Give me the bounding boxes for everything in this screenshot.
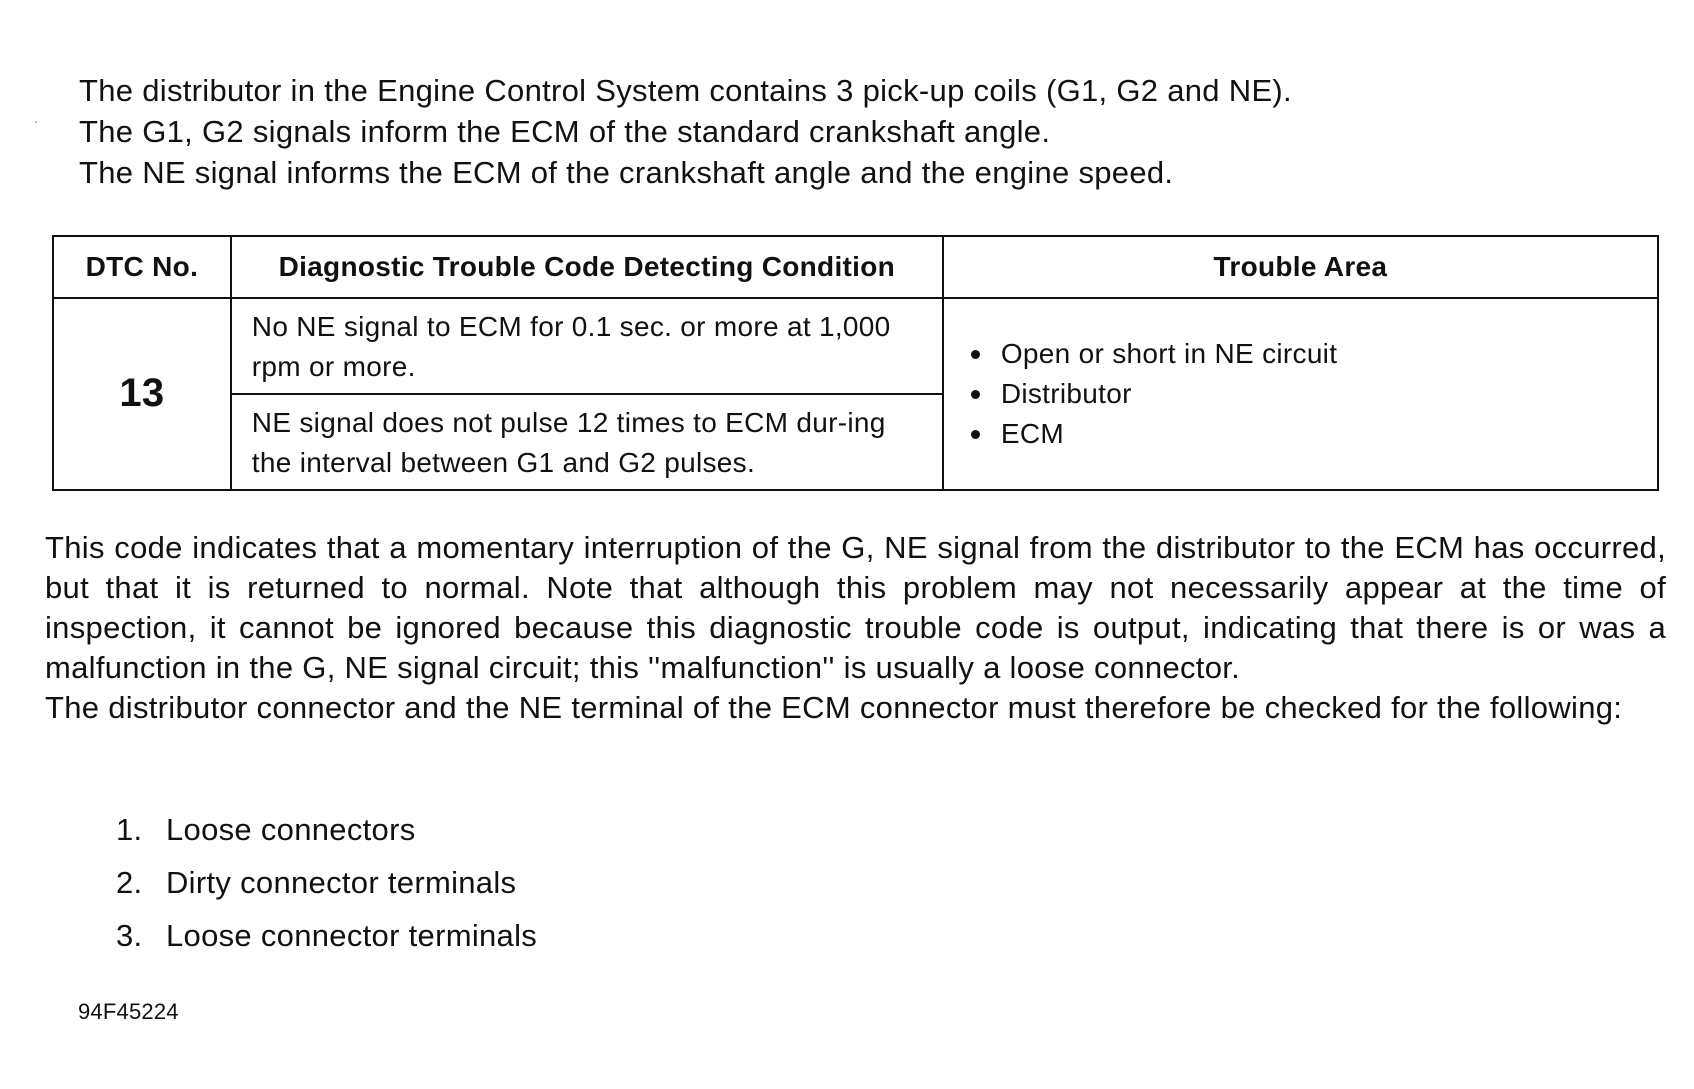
trouble-area-item: Distributor bbox=[964, 374, 1637, 414]
intro-text bbox=[79, 70, 1579, 193]
list-item-text: Loose connectors bbox=[166, 812, 416, 847]
description-paragraph: The distributor connector and the NE terminal of the ECM connector must therefore be checked for the following: bbox=[45, 690, 1623, 725]
list-item-number: 3. bbox=[116, 918, 143, 953]
condition-cell: NE signal does not pulse 12 times to ECM dur-ing the interval between G1 and G2 pulses. bbox=[231, 394, 943, 490]
condition-cell: No NE signal to ECM for 0.1 sec. or more at 1,000 rpm or more. bbox=[231, 298, 943, 394]
trouble-area-list bbox=[964, 334, 1637, 454]
list-item bbox=[116, 863, 537, 916]
table-row bbox=[53, 298, 1658, 394]
intro-line: The distributor in the Engine Control System contains 3 pick-up coils (G1, G2 and NE). bbox=[79, 73, 1292, 108]
description-text bbox=[45, 528, 1666, 728]
dtc-table bbox=[52, 235, 1659, 491]
list-item bbox=[116, 916, 537, 969]
list-item-number: 1. bbox=[116, 812, 143, 847]
header-trouble-area: Trouble Area bbox=[943, 236, 1658, 298]
intro-line: The G1, G2 signals inform the ECM of the standard crankshaft angle. bbox=[79, 114, 1051, 149]
trouble-area-cell bbox=[943, 298, 1658, 490]
checklist bbox=[116, 810, 537, 969]
list-item-text: Loose connector terminals bbox=[166, 918, 538, 953]
list-item bbox=[116, 810, 537, 863]
description-paragraph: This code indicates that a momentary interruption of the G, NE signal from the distributor to the ECM has occurred, but that it is returned to normal. Note that although this problem may not necessarily appear at the time of inspection, it cannot be ignored because this diagnostic trouble code is output, indicating that there is or was a malfunction in the G, NE signal circuit; this ''malfunction'' is usually a loose connector. bbox=[45, 530, 1666, 685]
dtc-code-cell: 13 bbox=[53, 298, 231, 490]
trouble-area-item: ECM bbox=[964, 414, 1637, 454]
figure-code: 94F45224 bbox=[78, 999, 179, 1024]
header-condition: Diagnostic Trouble Code Detecting Condition bbox=[231, 236, 943, 298]
trouble-area-item: Open or short in NE circuit bbox=[964, 334, 1637, 374]
list-item-number: 2. bbox=[116, 865, 143, 900]
scan-speck bbox=[35, 121, 37, 123]
intro-line: The NE signal informs the ECM of the crankshaft angle and the engine speed. bbox=[79, 155, 1174, 190]
table-header-row bbox=[53, 236, 1658, 298]
list-item-text: Dirty connector terminals bbox=[166, 865, 517, 900]
header-dtc-no: DTC No. bbox=[53, 236, 231, 298]
